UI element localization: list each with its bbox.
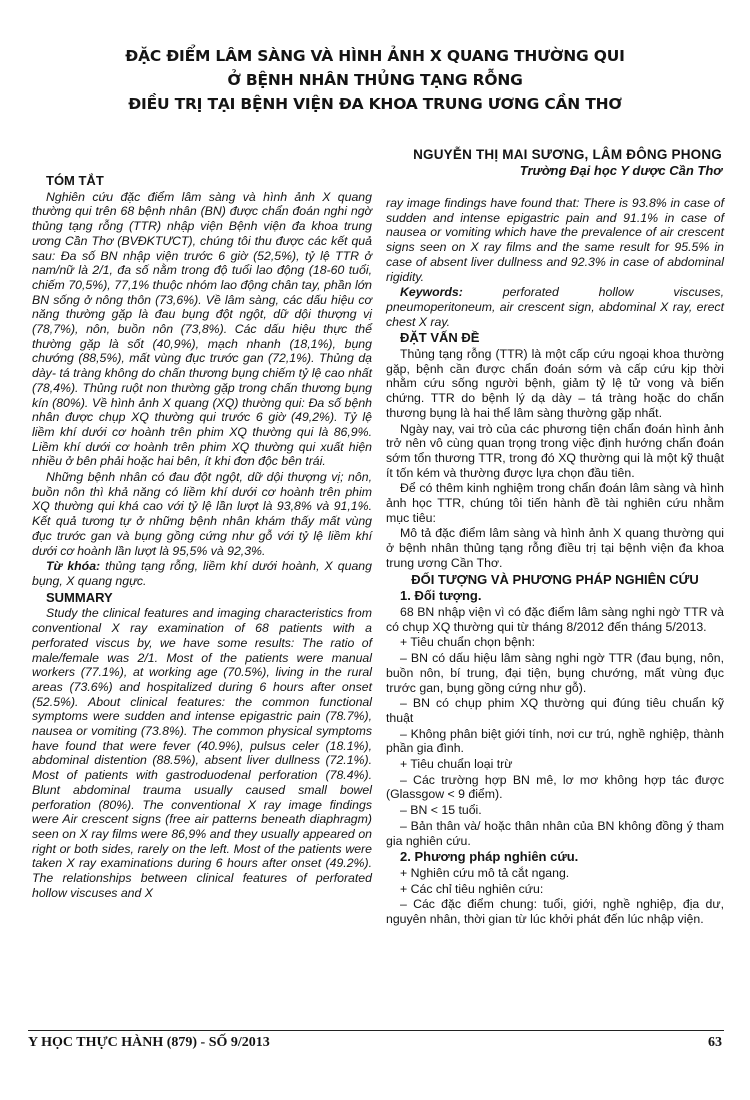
summary-heading: SUMMARY (46, 589, 113, 605)
introduction-paragraph-2: Ngày nay, vai trò của các phương tiện chẩn đoán hình ảnh trở nên vô cùng quan trọng trong việc định hướng chẩn đoán sớm tổn thương TTR, trong đó XQ thường qui là một kỹ thuật ít tốn kém và thường được lựa chọn đầu tiên. (386, 421, 724, 480)
title-line-1: ĐẶC ĐIỂM LÂM SÀNG VÀ HÌNH ẢNH X QUANG THƯỜNG QUI (125, 47, 625, 65)
keywords-en-label: Keywords: (400, 285, 463, 300)
article-title (0, 44, 750, 116)
keywords-vi-label: Từ khóa: (46, 559, 101, 574)
author-names: NGUYỄN THỊ MAI SƯƠNG, LÂM ĐÔNG PHONG (413, 147, 722, 162)
abstract-vi-heading: TÓM TẮT (46, 173, 104, 188)
introduction-heading: ĐẶT VẤN ĐỀ (400, 330, 480, 346)
inclusion-criteria-label: + Tiêu chuẩn chọn bệnh: (400, 635, 536, 650)
keywords-vi (32, 559, 372, 588)
exclusion-criteria-item: – Bản thân và/ hoặc thân nhân của BN không đồng ý tham gia nghiên cứu. (386, 818, 724, 848)
right-column (386, 196, 724, 928)
methods-subject-heading: 1. Đối tượng. (400, 588, 482, 604)
page-number: 63 (708, 1035, 722, 1050)
summary-paragraph-1: Study the clinical features and imaging characteristics from conventional X ray examination of 68 patients with a perforated viscus by, we have some results: The ratio of male/female was 2/1. Most of the patients were manual workers (77.1%), at working age (70.5%), living in the rural areas (73.6%) and hospitalized during 6 hours after onset (52.5%). About clinical features: the common functional symptoms were sudden and intense epigastric pain (78.7%), nausea or vomiting (73.8%). The common physical symptoms have found that were fever (40.9%), pulsus celer (18.1%), abdominal distention (88.5%), absent liver dullness (72.1%). Most of patients with gastroduodenal perforation (78.4%). Blunt abdominal trauma usually caused small bowel perforation (80%). The conventional X ray image findings were Air crescent signs (free air patterns beneath diaphragm) seen on X ray films were 86,9% and they usually appeared on right or both sides, rarely on the left. Most of the patients were taken X ray examinations during 6 hours after onset (49.2%). The relationships between clinical features of perforated hollow viscuses and X (32, 606, 372, 900)
methods-item: + Các chỉ tiêu nghiên cứu: (400, 881, 544, 896)
journal-footer: Y HỌC THỰC HÀNH (879) - SỐ 9/2013 (28, 1035, 270, 1050)
author-affiliation: Trường Đại học Y dược Cần Thơ (519, 163, 722, 178)
inclusion-criteria-item: – BN có dấu hiệu lâm sàng nghi ngờ TTR (đau bụng, nôn, buồn nôn, bí trung, đại tiện, bụng chướng, mất vùng đục trước gan, bụng gồng cứng như gỗ). (386, 651, 724, 695)
title-line-2: Ở BỆNH NHÂN THỦNG TẠNG RỖNG (227, 71, 523, 89)
left-column (32, 172, 372, 901)
methods-subject-paragraph: 68 BN nhập viện vì có đặc điểm lâm sàng nghi ngờ TTR và có chụp XQ thường qui từ tháng 8/2012 đến tháng 5/2013. (386, 604, 724, 634)
keywords-vi-text: thủng tạng rỗng, liềm khí dưới hoành, X quang bụng, X quang ngực. (32, 559, 372, 588)
introduction-paragraph-3: Để có thêm kinh nghiệm trong chẩn đoán lâm sàng và hình ảnh học TTR, chúng tôi tiến hành đề tài nghiên cứu nhằm mục tiêu: (386, 481, 724, 525)
introduction-paragraph-1: Thủng tạng rỗng (TTR) là một cấp cứu ngoại khoa thường gặp, bệnh cần được chẩn đoán sớm và cấp cứu kịp thời nhằm cứu sống người bệnh, giảm tỷ lệ tử vong và biến chứng. TTR do bệnh lý dạ dày – tá tràng hoặc do chấn thương bụng là hai thể lâm sàng thường gặp nhất. (386, 347, 724, 420)
exclusion-criteria-item: – Các trường hợp BN mê, lơ mơ không hợp tác được (Glassgow < 9 điểm). (386, 772, 724, 802)
inclusion-criteria-item: – BN có chụp phim XQ thường qui đúng tiêu chuẩn kỹ thuật (386, 696, 724, 725)
footer-divider (28, 1030, 724, 1031)
exclusion-criteria-label: + Tiêu chuẩn loại trừ (400, 757, 513, 772)
author-block (413, 146, 722, 179)
introduction-paragraph-4: Mô tả đặc điểm lâm sàng và hình ảnh X quang thường qui ở bệnh nhân thủng tạng rỗng điều trị tại bệnh viện đa khoa trung ương Cần Thơ. (386, 526, 724, 570)
title-line-3: ĐIỀU TRỊ TẠI BỆNH VIỆN ĐA KHOA TRUNG ƯƠNG CẦN THƠ (128, 95, 622, 113)
methods-approach-heading: 2. Phương pháp nghiên cứu. (400, 849, 579, 865)
exclusion-criteria-item: – BN < 15 tuổi. (400, 803, 482, 818)
keywords-en (386, 285, 724, 329)
methods-item: – Các đặc điểm chung: tuổi, giới, nghề nghiệp, địa dư, nguyên nhân, thời gian từ lúc khởi phát đến lúc nhập viện. (386, 897, 724, 927)
abstract-vi-paragraph-1: Nghiên cứu đặc điểm lâm sàng và hình ảnh X quang thường qui trên 68 bệnh nhân (BN) được chẩn đoán nghi ngờ thủng tạng rỗng (TTR) nhập viện Bệnh viện đa khoa trung ương Cần Thơ (BVĐKTƯCT), chúng tôi thu được các kết quả sau: Đa số BN nhập viện trước 6 giờ (52,5%), tỷ lệ TTR ở nam/nữ là 2/1, đa số nằm trong độ tuổi lao động (18-60 tuổi, chiếm 70,5%), 77,1% thuộc nhóm lao động chân tay, phần lớn BN sống ở nông thôn (73,6%). Về lâm sàng, các dấu hiệu cơ năng thường gặp là đau bụng đột ngột, dữ dội thượng vị (78,7%), nôn, buồn nôn (73,8%). Các dấu hiệu thực thể thường gặp là sốt (40,9%), mạch nhanh (18,1%), bụng chướng (88,5%), mất vùng đục trước gan (72,1%). Thủng dạ dày- tá tràng không do chấn thương bụng chiếm tỷ lệ cao nhất (78,4%). Thủng ruột non thường gặp trong chấn thương bụng kín (80%). Về hình ảnh X quang (XQ) thường qui: Đa số bệnh nhân được chụp XQ thường qui trước 6 giờ (49,2%). Tỷ lệ liềm khí dưới cơ hoành trên phim XQ thường qui là 86,9%. Liềm khí dưới cơ hoành trên phim XQ thường qui xuất hiện nhiều ở bên phải hoặc hai bên, ít khi đơn độc bên trái. (32, 189, 372, 469)
inclusion-criteria-item: – Không phân biệt giới tính, nơi cư trú, nghề nghiệp, thành phần gia đình. (386, 726, 724, 756)
abstract-vi-paragraph-2: Những bệnh nhân có đau đột ngột, dữ dội thượng vị; nôn, buồn nôn thì khả năng có liềm khí dưới cơ hoành trên phim XQ thường qui khá cao với tỷ lệ lần lượt là 93,8% và 91,1%. Kết quả tương tự ở những bệnh nhân khám thấy mất vùng đục trước gan và bụng gồng cứng như gỗ với tỷ lệ liềm khí dưới cơ hoành lần lượt là 95,5% và 92,3%. (32, 470, 372, 558)
methods-heading: ĐỐI TƯỢNG VÀ PHƯƠNG PHÁP NGHIÊN CỨU (411, 571, 699, 587)
methods-item: + Nghiên cứu mô tả cắt ngang. (400, 865, 570, 880)
summary-continuation: ray image findings have found that: There is 93.8% in case of sudden and intense epigastric pain and 91.1% in case of nausea or vomiting which have the prevalence of air crescent signs seen on X ray films and the same result for 95.5% in case of absent liver dullness and 92.3% in case of abdominal rigidity. (386, 196, 724, 284)
keywords-en-text: perforated hollow viscuses, pneumoperitoneum, air crescent sign, abdominal X ray, erect chest X ray. (386, 285, 724, 329)
